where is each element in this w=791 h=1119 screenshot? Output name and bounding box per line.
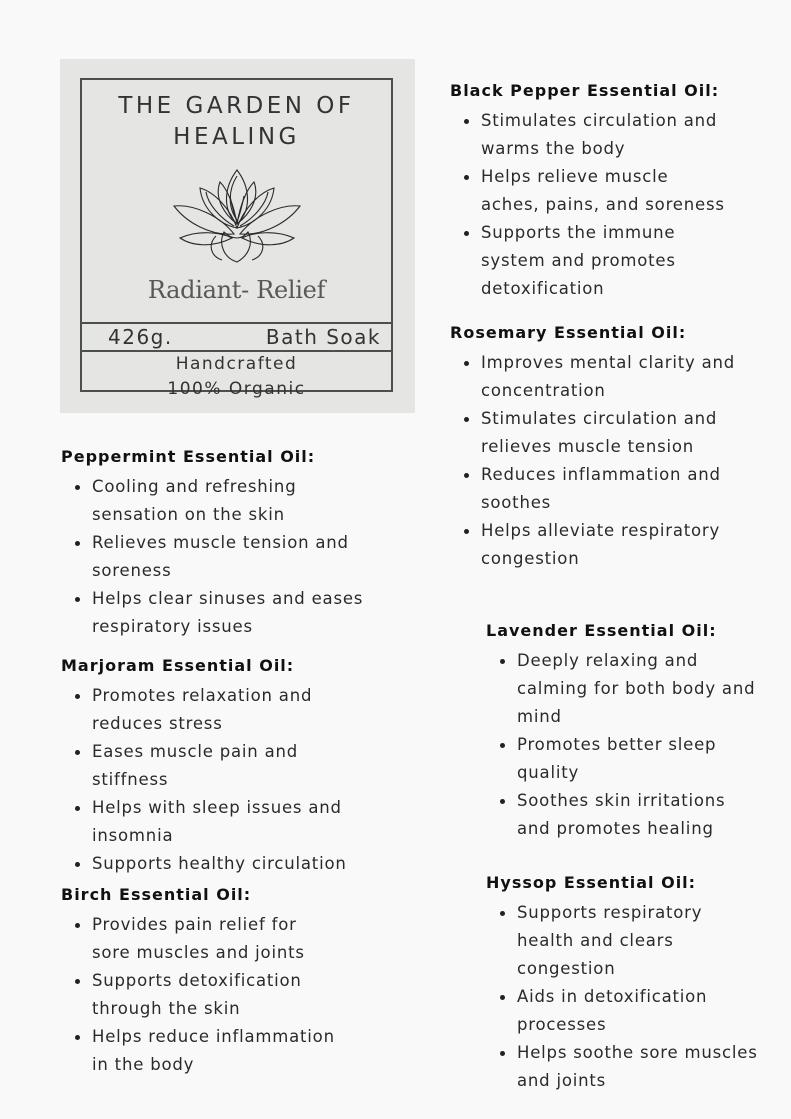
lotus-icon [162,162,312,268]
list-item: Reduces inflammation and soothes [481,461,785,517]
list-item: Helps reduce inflammation in the body [92,1023,406,1079]
peppermint-section [61,447,406,641]
rosemary-section [450,323,785,573]
section-title: Lavender Essential Oil: [486,621,717,640]
list-item: Supports healthy circulation [92,850,406,878]
weight: 426g. [108,325,173,349]
product-label [60,59,415,413]
bullet-list [450,349,785,573]
marjoram-section [61,656,406,878]
organic-text: 100% Organic [167,379,306,399]
bullet-list [61,682,406,878]
list-item: Provides pain relief for sore muscles and joints [92,911,406,967]
list-item: Cooling and refreshing sensation on the skin [92,473,406,529]
handcrafted-text: Handcrafted [175,354,298,374]
list-item: Promotes better sleep quality [517,731,786,787]
list-item: Helps alleviate respiratory congestion [481,517,785,573]
list-item: Helps with sleep issues and insomnia [92,794,406,850]
section-title: Hyssop Essential Oil: [486,873,697,892]
list-item: Relieves muscle tension and soreness [92,529,406,585]
section-title: Black Pepper Essential Oil: [450,81,720,100]
brand-name: THE GARDEN OF HEALING [118,93,355,150]
list-item: Helps soothe sore muscles and joints [517,1039,786,1095]
list-item: Eases muscle pain and stiffness [92,738,406,794]
bullet-list [486,899,786,1095]
list-item: Supports respiratory health and clears congestion [517,899,786,983]
bullet-list [61,911,406,1079]
craft-info [82,352,391,402]
list-item: Stimulates circulation and relieves muscle tension [481,405,785,461]
list-item: Deeply relaxing and calming for both body and mind [517,647,786,731]
list-item: Helps relieve muscle aches, pains, and soreness [481,163,785,219]
list-item: Supports detoxification through the skin [92,967,406,1023]
product-name: Radiant- Relief [147,276,326,304]
section-title: Rosemary Essential Oil: [450,323,687,342]
list-item: Aids in detoxification processes [517,983,786,1039]
weight-row [82,322,391,352]
lavender-section [486,621,786,843]
hyssop-section [486,873,786,1095]
section-title: Peppermint Essential Oil: [61,447,316,466]
birch-section [61,885,406,1079]
list-item: Soothes skin irritations and promotes healing [517,787,786,843]
black-pepper-section [450,81,785,303]
list-item: Supports the immune system and promotes detoxification [481,219,785,303]
product-type: Bath Soak [265,325,381,349]
section-title: Birch Essential Oil: [61,885,252,904]
list-item: Promotes relaxation and reduces stress [92,682,406,738]
label-frame [80,78,393,399]
bullet-list [486,647,786,843]
list-item: Helps clear sinuses and eases respiratory issues [92,585,406,641]
list-item: Stimulates circulation and warms the body [481,107,785,163]
list-item: Improves mental clarity and concentration [481,349,785,405]
bullet-list [61,473,406,641]
section-title: Marjoram Essential Oil: [61,656,295,675]
bullet-list [450,107,785,303]
